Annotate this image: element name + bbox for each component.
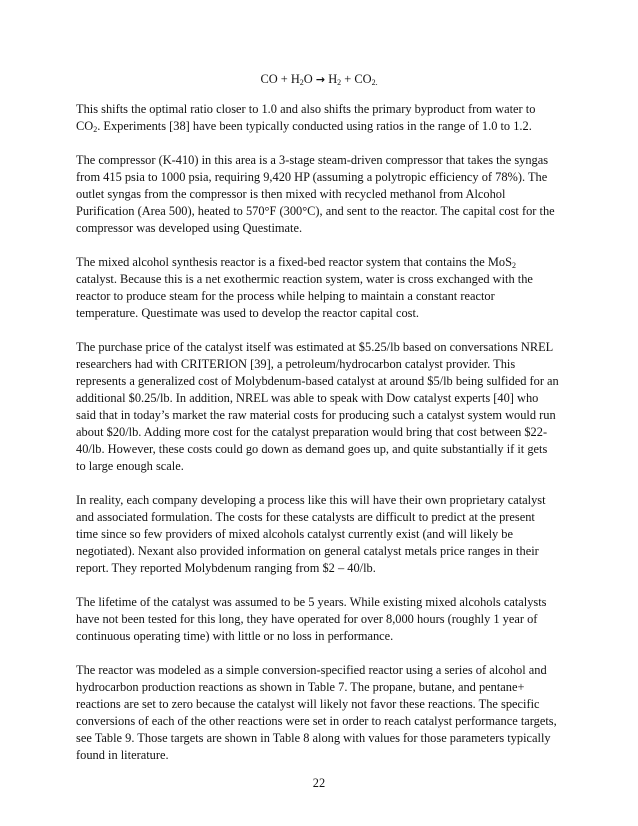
text-segment: . Experiments [38] have been typically conducted using ratios in the range of 1.0 to 1.2. — [97, 119, 532, 133]
equation-reactants: CO + H — [260, 72, 300, 86]
text-line: temperature. Questimate was used to develop the reactor capital cost. — [76, 306, 420, 320]
text-line: found in literature. — [76, 748, 169, 762]
paragraph — [76, 662, 568, 764]
equation-subscript: 2 — [299, 78, 304, 87]
text-line: compressor was developed using Questimate. — [76, 221, 303, 235]
paragraph — [76, 339, 568, 475]
text-line: said that in today’s market the raw material costs for producing such a catalyst system would run — [76, 408, 556, 422]
text-line: catalyst. Because this is a net exothermic reaction system, water is cross exchanged with the — [76, 272, 533, 286]
paragraph — [76, 492, 568, 577]
equation-subscript: 2. — [371, 78, 378, 87]
equation-reactant-o: O — [303, 72, 313, 86]
text-line: This shifts the optimal ratio closer to 1.0 and also shifts the primary byproduct from water to — [76, 102, 536, 116]
text-line: outlet syngas from the compressor is then mixed with recycled methanol from Alcohol — [76, 187, 506, 201]
text-line: have not been tested for this long, they have operated for over 8,000 hours (roughly 1 year of — [76, 612, 538, 626]
body-text — [76, 101, 568, 781]
text-line: time since so few providers of mixed alcohols catalyst currently exist (and will likely be — [76, 527, 513, 541]
text-line: reactor to produce steam for the process while helping to maintain a constant reactor — [76, 289, 495, 303]
text-segment: The mixed alcohol synthesis reactor is a fixed-bed reactor system that contains the MoS — [76, 255, 512, 269]
equation-product-h: H — [328, 72, 338, 86]
text-line: see Table 9. Those targets are shown in Table 8 along with values for those parameters typically — [76, 731, 551, 745]
text-line: The reactor was modeled as a simple conversion-specified reactor using a series of alcohol and — [76, 663, 547, 677]
paragraph — [76, 152, 568, 237]
equation-subscript: 2 — [337, 78, 342, 87]
paragraph — [76, 101, 568, 135]
text-line: about $20/lb. Adding more cost for the catalyst preparation would bring that cost between $22- — [76, 425, 548, 439]
text-line: The purchase price of the catalyst itself was estimated at $5.25/lb based on conversations NREL — [76, 340, 554, 354]
paragraph — [76, 594, 568, 645]
text-line — [76, 254, 568, 271]
page-number: 22 — [312, 776, 326, 790]
text-line: to large enough scale. — [76, 459, 184, 473]
text-line: The lifetime of the catalyst was assumed to be 5 years. While existing mixed alcohols catalysts — [76, 595, 547, 609]
subscript: 2 — [511, 261, 516, 270]
text-line: additional $0.25/lb. In addition, NREL was able to speak with Dow catalyst experts [40] who — [76, 391, 539, 405]
text-segment: CO — [76, 119, 94, 133]
text-line: Purification (Area 500), heated to 570°F (300°C), and sent to the reactor. The capital cost for the — [76, 204, 555, 218]
subscript: 2 — [93, 125, 98, 134]
equation-product-co: + CO — [344, 72, 372, 86]
chemical-equation — [0, 71, 638, 88]
right-arrow-icon: → — [315, 73, 326, 86]
text-line — [76, 118, 568, 135]
text-line: and associated formulation. The costs for these catalysts are difficult to predict at the present — [76, 510, 535, 524]
text-line: In reality, each company developing a process like this will have their own proprietary catalyst — [76, 493, 546, 507]
text-line: represents a generalized cost of Molybdenum-based catalyst at around $5/lb being sulfided for an — [76, 374, 559, 388]
text-line: negotiated). Nexant also provided information on general catalyst metals price ranges in their — [76, 544, 539, 558]
text-line: from 415 psia to 1000 psia, requiring 9,420 HP (assuming a polytropic efficiency of 78%). The — [76, 170, 548, 184]
text-line: reactions are set to zero because the catalyst will likely not favor these reactions. The specific — [76, 697, 540, 711]
text-line: report. They reported Molybdenum ranging from $2 – 40/lb. — [76, 561, 376, 575]
text-line: conversions of each of the other reactions were set in order to reach catalyst performance targets, — [76, 714, 557, 728]
text-line: 40/lb. However, these costs could go down as demand goes up, and quite substantially if it gets — [76, 442, 548, 456]
text-line: researchers had with CRITERION [39], a petroleum/hydrocarbon catalyst provider. This — [76, 357, 516, 371]
paragraph — [76, 254, 568, 322]
text-line: The compressor (K-410) in this area is a 3-stage steam-driven compressor that takes the syngas — [76, 153, 549, 167]
text-line: continuous operating time) with little or no loss in performance. — [76, 629, 394, 643]
text-line: hydrocarbon production reactions as shown in Table 7. The propane, butane, and pentane+ — [76, 680, 525, 694]
